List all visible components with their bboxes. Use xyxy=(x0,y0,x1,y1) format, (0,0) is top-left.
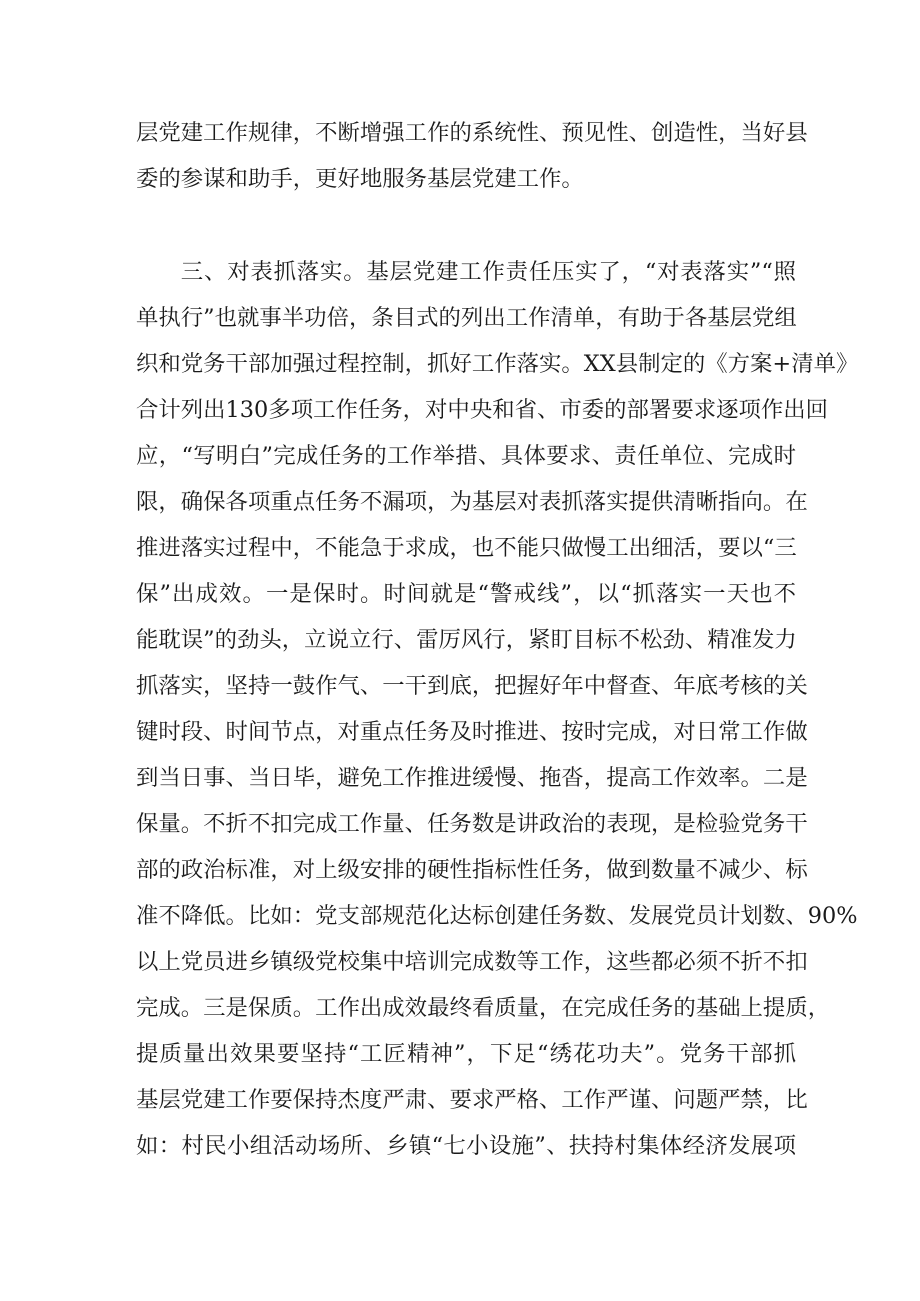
paragraph-2-line: 保”出成效。一是保时。时间就是“警戒线”，以“抓落实一天也不 xyxy=(136,581,796,607)
paragraph-2-line: 到当日事、当日毕，避免工作推进缓慢、拖沓，提高工作效率。二是 xyxy=(136,765,808,791)
paragraph-2-line: 织和党务干部加强过程控制，抓好工作落实。XX县制定的《方案+清单》 xyxy=(136,351,859,377)
paragraph-2-line: 抓落实，坚持一鼓作气、一干到底，把握好年中督查、年底考核的关 xyxy=(136,673,808,699)
paragraph-2-line: 部的政治标准，对上级安排的硬性指标性任务，做到数量不减少、标 xyxy=(136,857,808,883)
paragraph-2 xyxy=(136,249,859,1169)
paragraph-2-line: 应，“写明白”完成任务的工作举措、具体要求、责任单位、完成时 xyxy=(136,443,796,469)
paragraph-2-line: 合计列出130多项工作任务，对中央和省、市委的部署要求逐项作出回 xyxy=(136,397,829,423)
paragraph-1-line: 层党建工作规律，不断增强工作的系统性、预见性、创造性，当好县 xyxy=(136,120,808,146)
paragraph-2-line: 三、对表抓落实。基层党建工作责任压实了，“对表落实”“照 xyxy=(180,259,796,285)
paragraph-2-line: 键时段、时间节点，对重点任务及时推进、按时完成，对日常工作做 xyxy=(136,719,808,745)
paragraph-2-line: 完成。三是保质。工作出成效最终看质量，在完成任务的基础上提质， xyxy=(136,995,831,1021)
paragraph-1-line: 委的参谋和助手，更好地服务基层党建工作。 xyxy=(136,166,584,192)
paragraph-2-line: 推进落实过程中，不能急于求成，也不能只做慢工出细活，要以“三 xyxy=(136,535,797,561)
paragraph-2-line: 准不降低。比如：党支部规范化达标创建任务数、发展党员计划数、90% xyxy=(136,903,858,929)
paragraph-2-line: 单执行”也就事半功倍，条目式的列出工作清单，有助于各基层党组 xyxy=(136,305,797,331)
paragraph-2-line: 限，确保各项重点任务不漏项，为基层对表抓落实提供清晰指向。在 xyxy=(136,489,808,515)
paragraph-2-line: 能耽误”的劲头，立说立行、雷厉风行，紧盯目标不松劲、精准发力 xyxy=(136,627,797,653)
paragraph-1 xyxy=(136,110,808,202)
paragraph-2-line: 保量。不折不扣完成工作量、任务数是讲政治的表现，是检验党务干 xyxy=(136,811,808,837)
paragraph-2-line: 如：村民小组活动场所、乡镇“七小设施”、扶持村集体经济发展项 xyxy=(136,1133,796,1159)
paragraph-2-line: 提质量出效果要坚持“工匠精神”，下足“绣花功夫”。党务干部抓 xyxy=(136,1041,796,1067)
paragraph-2-line: 以上党员进乡镇级党校集中培训完成数等工作，这些都必须不折不扣 xyxy=(136,949,808,975)
paragraph-2-line: 基层党建工作要保持杰度严肃、要求严格、工作严谨、问题严禁，比 xyxy=(136,1087,808,1113)
